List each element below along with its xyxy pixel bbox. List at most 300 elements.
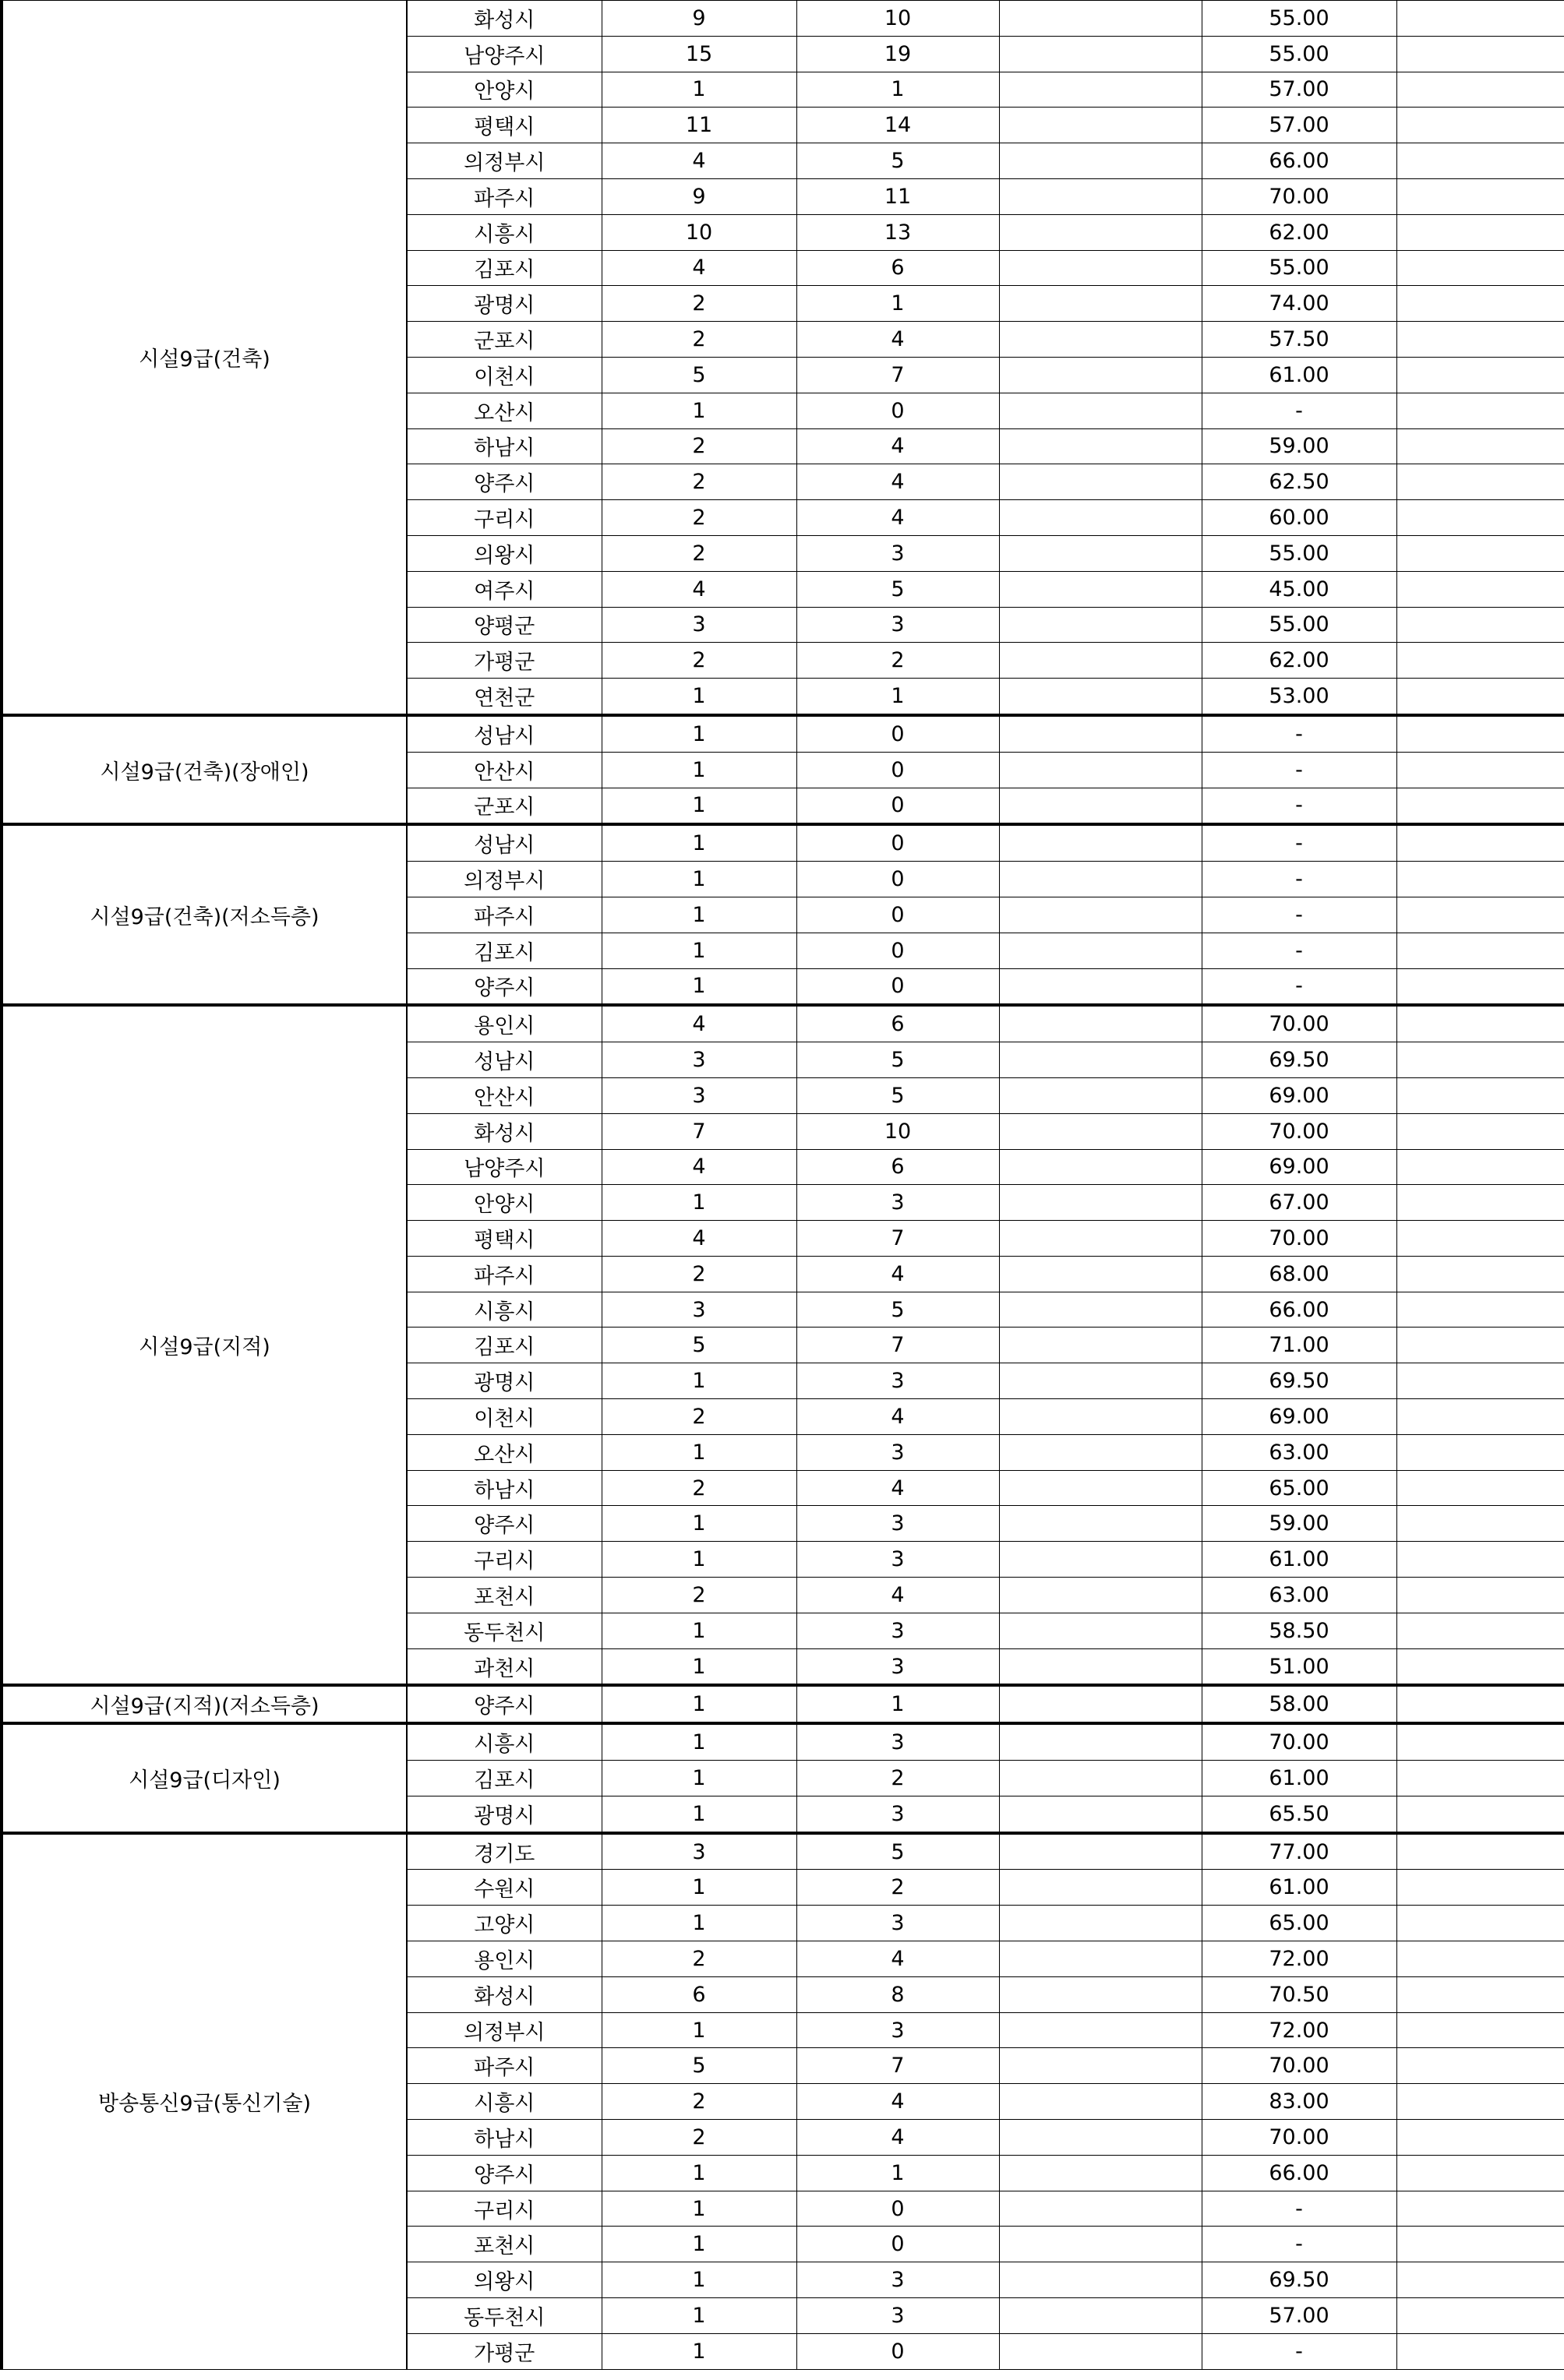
col-b-cell: 0 — [796, 715, 999, 752]
col-e-cell — [1396, 322, 1564, 358]
table-row — [2, 1685, 1564, 1723]
col-e-cell — [1396, 357, 1564, 393]
score-cell: 55.00 — [1202, 607, 1396, 643]
col-c-cell — [999, 1292, 1202, 1328]
col-a-cell: 2 — [602, 1941, 796, 1977]
score-cell: 57.50 — [1202, 322, 1396, 358]
score-cell: 63.00 — [1202, 1434, 1396, 1470]
col-a-cell: 2 — [602, 322, 796, 358]
col-b-cell: 3 — [796, 1363, 999, 1399]
score-cell: 58.50 — [1202, 1613, 1396, 1648]
col-c-cell — [999, 2262, 1202, 2298]
region-cell: 파주시 — [407, 178, 602, 214]
col-c-cell — [999, 1542, 1202, 1578]
col-c-cell — [999, 2298, 1202, 2334]
col-a-cell: 1 — [602, 862, 796, 897]
region-cell: 평택시 — [407, 1221, 602, 1257]
col-e-cell — [1396, 464, 1564, 500]
col-c-cell — [999, 250, 1202, 286]
score-cell: 66.00 — [1202, 2155, 1396, 2191]
region-cell: 과천시 — [407, 1648, 602, 1685]
col-a-cell: 2 — [602, 1256, 796, 1292]
region-cell: 양주시 — [407, 2155, 602, 2191]
score-cell: 69.00 — [1202, 1149, 1396, 1185]
col-e-cell — [1396, 643, 1564, 679]
col-a-cell: 1 — [602, 1761, 796, 1796]
score-cell: - — [1202, 393, 1396, 428]
score-cell: 65.00 — [1202, 1470, 1396, 1506]
region-cell: 구리시 — [407, 500, 602, 536]
col-c-cell — [999, 1648, 1202, 1685]
col-a-cell: 1 — [602, 72, 796, 108]
col-a-cell: 10 — [602, 214, 796, 250]
score-cell: 70.00 — [1202, 1723, 1396, 1760]
col-c-cell — [999, 1470, 1202, 1506]
table-row — [2, 824, 1564, 861]
score-cell: 45.00 — [1202, 571, 1396, 607]
region-cell: 하남시 — [407, 428, 602, 464]
region-cell: 성남시 — [407, 824, 602, 861]
col-b-cell: 3 — [796, 1185, 999, 1221]
col-e-cell — [1396, 1613, 1564, 1648]
col-e-cell — [1396, 2048, 1564, 2084]
col-e-cell — [1396, 1113, 1564, 1149]
col-b-cell: 4 — [796, 1256, 999, 1292]
score-cell: 70.00 — [1202, 2120, 1396, 2156]
score-cell: 69.50 — [1202, 1042, 1396, 1078]
region-cell: 군포시 — [407, 788, 602, 824]
col-a-cell: 1 — [602, 2155, 796, 2191]
category-cell: 시설9급(디자인) — [2, 1723, 407, 1832]
col-b-cell: 3 — [796, 1723, 999, 1760]
col-e-cell — [1396, 1363, 1564, 1399]
category-cell: 방송통신9급(통신기술) — [2, 1833, 407, 2369]
col-b-cell: 3 — [796, 1542, 999, 1578]
col-a-cell: 4 — [602, 1149, 796, 1185]
col-b-cell: 10 — [796, 1113, 999, 1149]
region-cell: 성남시 — [407, 715, 602, 752]
score-cell: 70.00 — [1202, 178, 1396, 214]
col-e-cell — [1396, 1870, 1564, 1906]
col-a-cell: 3 — [602, 607, 796, 643]
col-a-cell: 1 — [602, 2012, 796, 2048]
col-e-cell — [1396, 72, 1564, 108]
score-cell: 62.00 — [1202, 214, 1396, 250]
col-c-cell — [999, 1870, 1202, 1906]
score-cell: 57.00 — [1202, 72, 1396, 108]
col-b-cell: 4 — [796, 1470, 999, 1506]
score-cell: 69.00 — [1202, 1077, 1396, 1113]
region-cell: 수원시 — [407, 1870, 602, 1906]
score-cell: 60.00 — [1202, 500, 1396, 536]
col-e-cell — [1396, 1292, 1564, 1328]
score-cell: 61.00 — [1202, 1761, 1396, 1796]
col-b-cell: 7 — [796, 357, 999, 393]
col-c-cell — [999, 1256, 1202, 1292]
col-c-cell — [999, 643, 1202, 679]
col-a-cell: 7 — [602, 1113, 796, 1149]
col-a-cell: 1 — [602, 897, 796, 933]
col-b-cell: 0 — [796, 2191, 999, 2227]
col-c-cell — [999, 535, 1202, 571]
col-e-cell — [1396, 788, 1564, 824]
col-e-cell — [1396, 1685, 1564, 1723]
col-b-cell: 6 — [796, 1005, 999, 1042]
col-e-cell — [1396, 1185, 1564, 1221]
col-c-cell — [999, 2012, 1202, 2048]
col-e-cell — [1396, 1149, 1564, 1185]
col-b-cell: 3 — [796, 1648, 999, 1685]
score-cell: 70.00 — [1202, 1005, 1396, 1042]
region-cell: 화성시 — [407, 1976, 602, 2012]
col-c-cell — [999, 1149, 1202, 1185]
col-a-cell: 1 — [602, 715, 796, 752]
col-c-cell — [999, 2048, 1202, 2084]
region-cell: 오산시 — [407, 393, 602, 428]
col-e-cell — [1396, 250, 1564, 286]
score-cell: 55.00 — [1202, 36, 1396, 72]
score-cell: 72.00 — [1202, 1941, 1396, 1977]
col-b-cell: 3 — [796, 1613, 999, 1648]
col-a-cell: 1 — [602, 1796, 796, 1832]
col-a-cell: 3 — [602, 1077, 796, 1113]
col-c-cell — [999, 933, 1202, 968]
col-b-cell: 8 — [796, 1976, 999, 2012]
col-e-cell — [1396, 535, 1564, 571]
col-a-cell: 2 — [602, 2084, 796, 2120]
col-b-cell: 3 — [796, 1906, 999, 1941]
col-c-cell — [999, 1434, 1202, 1470]
score-cell: - — [1202, 824, 1396, 861]
col-c-cell — [999, 1761, 1202, 1796]
col-e-cell — [1396, 1506, 1564, 1542]
col-c-cell — [999, 788, 1202, 824]
region-cell: 경기도 — [407, 1833, 602, 1870]
col-e-cell — [1396, 1648, 1564, 1685]
col-c-cell — [999, 862, 1202, 897]
col-c-cell — [999, 824, 1202, 861]
col-c-cell — [999, 1077, 1202, 1113]
col-e-cell — [1396, 1796, 1564, 1832]
col-c-cell — [999, 1399, 1202, 1435]
col-e-cell — [1396, 1434, 1564, 1470]
col-a-cell: 5 — [602, 357, 796, 393]
col-a-cell: 1 — [602, 933, 796, 968]
score-cell: - — [1202, 788, 1396, 824]
col-b-cell: 13 — [796, 214, 999, 250]
col-a-cell: 4 — [602, 1005, 796, 1042]
col-e-cell — [1396, 679, 1564, 715]
col-b-cell: 0 — [796, 2333, 999, 2369]
region-cell: 김포시 — [407, 1328, 602, 1363]
region-cell: 연천군 — [407, 679, 602, 715]
col-b-cell: 3 — [796, 1506, 999, 1542]
col-e-cell — [1396, 500, 1564, 536]
region-cell: 용인시 — [407, 1941, 602, 1977]
region-cell: 동두천시 — [407, 2298, 602, 2334]
col-c-cell — [999, 2084, 1202, 2120]
col-c-cell — [999, 1723, 1202, 1760]
col-c-cell — [999, 2191, 1202, 2227]
score-cell: 72.00 — [1202, 2012, 1396, 2048]
col-b-cell: 4 — [796, 1941, 999, 1977]
col-b-cell: 11 — [796, 178, 999, 214]
col-a-cell: 2 — [602, 428, 796, 464]
col-a-cell: 1 — [602, 1613, 796, 1648]
col-e-cell — [1396, 2191, 1564, 2227]
score-cell: - — [1202, 715, 1396, 752]
col-e-cell — [1396, 143, 1564, 179]
score-cell: 62.50 — [1202, 464, 1396, 500]
score-cell: 69.50 — [1202, 1363, 1396, 1399]
region-cell: 광명시 — [407, 286, 602, 322]
col-c-cell — [999, 214, 1202, 250]
region-cell: 오산시 — [407, 1434, 602, 1470]
col-c-cell — [999, 1328, 1202, 1363]
col-a-cell: 1 — [602, 1648, 796, 1685]
col-e-cell — [1396, 1833, 1564, 1870]
col-a-cell: 1 — [602, 1363, 796, 1399]
region-cell: 평택시 — [407, 108, 602, 143]
score-cell: 59.00 — [1202, 1506, 1396, 1542]
col-a-cell: 2 — [602, 1470, 796, 1506]
region-cell: 화성시 — [407, 1113, 602, 1149]
col-b-cell: 1 — [796, 679, 999, 715]
score-cell: 55.00 — [1202, 250, 1396, 286]
category-cell: 시설9급(건축) — [2, 1, 407, 715]
col-a-cell: 6 — [602, 1976, 796, 2012]
col-a-cell: 1 — [602, 2298, 796, 2334]
region-cell: 화성시 — [407, 1, 602, 37]
col-e-cell — [1396, 752, 1564, 788]
col-e-cell — [1396, 2262, 1564, 2298]
col-a-cell: 4 — [602, 571, 796, 607]
col-c-cell — [999, 897, 1202, 933]
col-e-cell — [1396, 2298, 1564, 2334]
score-cell: 70.00 — [1202, 1113, 1396, 1149]
score-cell: 83.00 — [1202, 2084, 1396, 2120]
score-cell: 70.50 — [1202, 1976, 1396, 2012]
col-a-cell: 2 — [602, 464, 796, 500]
col-e-cell — [1396, 1906, 1564, 1941]
col-a-cell: 1 — [602, 1685, 796, 1723]
col-a-cell: 1 — [602, 1870, 796, 1906]
score-cell: - — [1202, 862, 1396, 897]
score-cell: 70.00 — [1202, 1221, 1396, 1257]
col-e-cell — [1396, 607, 1564, 643]
category-cell: 시설9급(건축)(저소득층) — [2, 824, 407, 1005]
col-c-cell — [999, 322, 1202, 358]
col-b-cell: 3 — [796, 2262, 999, 2298]
col-c-cell — [999, 1976, 1202, 2012]
col-e-cell — [1396, 36, 1564, 72]
col-a-cell: 4 — [602, 143, 796, 179]
col-b-cell: 3 — [796, 1796, 999, 1832]
col-c-cell — [999, 143, 1202, 179]
region-cell: 의정부시 — [407, 2012, 602, 2048]
col-c-cell — [999, 1042, 1202, 1078]
col-a-cell: 9 — [602, 1, 796, 37]
col-e-cell — [1396, 214, 1564, 250]
col-c-cell — [999, 679, 1202, 715]
col-b-cell: 1 — [796, 1685, 999, 1723]
col-b-cell: 7 — [796, 1221, 999, 1257]
region-cell: 하남시 — [407, 1470, 602, 1506]
col-e-cell — [1396, 286, 1564, 322]
col-c-cell — [999, 36, 1202, 72]
col-a-cell: 3 — [602, 1042, 796, 1078]
col-e-cell — [1396, 897, 1564, 933]
col-e-cell — [1396, 393, 1564, 428]
col-c-cell — [999, 571, 1202, 607]
region-cell: 의정부시 — [407, 862, 602, 897]
col-a-cell: 1 — [602, 1506, 796, 1542]
col-b-cell: 0 — [796, 933, 999, 968]
col-c-cell — [999, 1113, 1202, 1149]
col-a-cell: 1 — [602, 824, 796, 861]
col-a-cell: 4 — [602, 1221, 796, 1257]
col-e-cell — [1396, 1005, 1564, 1042]
table-row — [2, 1, 1564, 37]
col-e-cell — [1396, 2227, 1564, 2262]
col-b-cell: 0 — [796, 393, 999, 428]
col-e-cell — [1396, 1470, 1564, 1506]
region-cell: 김포시 — [407, 250, 602, 286]
col-e-cell — [1396, 1761, 1564, 1796]
col-c-cell — [999, 1685, 1202, 1723]
col-c-cell — [999, 464, 1202, 500]
col-b-cell: 3 — [796, 607, 999, 643]
region-cell: 양주시 — [407, 1506, 602, 1542]
score-cell: 57.00 — [1202, 2298, 1396, 2334]
table-row — [2, 1005, 1564, 1042]
col-a-cell: 11 — [602, 108, 796, 143]
col-a-cell: 3 — [602, 1292, 796, 1328]
region-cell: 여주시 — [407, 571, 602, 607]
col-b-cell: 5 — [796, 1077, 999, 1113]
score-cell: 57.00 — [1202, 108, 1396, 143]
col-b-cell: 1 — [796, 72, 999, 108]
region-cell: 이천시 — [407, 357, 602, 393]
col-e-cell — [1396, 2084, 1564, 2120]
region-cell: 의왕시 — [407, 2262, 602, 2298]
col-e-cell — [1396, 2012, 1564, 2048]
col-e-cell — [1396, 1077, 1564, 1113]
region-cell: 안양시 — [407, 1185, 602, 1221]
col-e-cell — [1396, 178, 1564, 214]
col-e-cell — [1396, 1723, 1564, 1760]
region-cell: 시흥시 — [407, 1292, 602, 1328]
score-cell: 51.00 — [1202, 1648, 1396, 1685]
region-cell: 양주시 — [407, 1685, 602, 1723]
region-cell: 고양시 — [407, 1906, 602, 1941]
score-cell: 67.00 — [1202, 1185, 1396, 1221]
col-a-cell: 4 — [602, 250, 796, 286]
region-cell: 남양주시 — [407, 36, 602, 72]
score-cell: 66.00 — [1202, 143, 1396, 179]
region-cell: 광명시 — [407, 1363, 602, 1399]
col-b-cell: 3 — [796, 2012, 999, 2048]
col-e-cell — [1396, 824, 1564, 861]
region-cell: 의왕시 — [407, 535, 602, 571]
col-b-cell: 5 — [796, 1042, 999, 1078]
col-b-cell: 4 — [796, 500, 999, 536]
region-cell: 포천시 — [407, 1578, 602, 1613]
col-a-cell: 2 — [602, 500, 796, 536]
col-e-cell — [1396, 428, 1564, 464]
col-b-cell: 4 — [796, 1399, 999, 1435]
category-cell: 시설9급(지적)(저소득층) — [2, 1685, 407, 1723]
score-cell: 69.00 — [1202, 1399, 1396, 1435]
col-b-cell: 4 — [796, 428, 999, 464]
score-cell: 58.00 — [1202, 1685, 1396, 1723]
col-b-cell: 10 — [796, 1, 999, 37]
col-c-cell — [999, 1005, 1202, 1042]
col-b-cell: 3 — [796, 2298, 999, 2334]
region-cell: 김포시 — [407, 1761, 602, 1796]
col-c-cell — [999, 1185, 1202, 1221]
score-cell: 61.00 — [1202, 1542, 1396, 1578]
region-cell: 안산시 — [407, 1077, 602, 1113]
col-c-cell — [999, 1833, 1202, 1870]
col-c-cell — [999, 607, 1202, 643]
col-e-cell — [1396, 1, 1564, 37]
col-b-cell: 0 — [796, 862, 999, 897]
col-b-cell: 5 — [796, 1292, 999, 1328]
region-cell: 광명시 — [407, 1796, 602, 1832]
score-cell: - — [1202, 968, 1396, 1005]
col-a-cell: 5 — [602, 2048, 796, 2084]
col-b-cell: 14 — [796, 108, 999, 143]
col-c-cell — [999, 286, 1202, 322]
col-a-cell: 2 — [602, 643, 796, 679]
col-c-cell — [999, 393, 1202, 428]
region-cell: 구리시 — [407, 1542, 602, 1578]
col-c-cell — [999, 1506, 1202, 1542]
score-cell: - — [1202, 897, 1396, 933]
col-e-cell — [1396, 2333, 1564, 2369]
col-c-cell — [999, 1613, 1202, 1648]
col-a-cell: 1 — [602, 2333, 796, 2369]
score-cell: 70.00 — [1202, 2048, 1396, 2084]
col-c-cell — [999, 357, 1202, 393]
col-a-cell: 1 — [602, 679, 796, 715]
col-e-cell — [1396, 571, 1564, 607]
col-e-cell — [1396, 933, 1564, 968]
col-b-cell: 1 — [796, 2155, 999, 2191]
col-c-cell — [999, 178, 1202, 214]
col-a-cell: 2 — [602, 535, 796, 571]
region-cell: 군포시 — [407, 322, 602, 358]
col-b-cell: 0 — [796, 788, 999, 824]
score-cell: 63.00 — [1202, 1578, 1396, 1613]
region-cell: 구리시 — [407, 2191, 602, 2227]
region-cell: 파주시 — [407, 1256, 602, 1292]
col-b-cell: 7 — [796, 1328, 999, 1363]
region-cell: 안산시 — [407, 752, 602, 788]
col-a-cell: 1 — [602, 2191, 796, 2227]
region-cell: 하남시 — [407, 2120, 602, 2156]
col-a-cell: 9 — [602, 178, 796, 214]
col-c-cell — [999, 752, 1202, 788]
region-cell: 이천시 — [407, 1399, 602, 1435]
region-cell: 시흥시 — [407, 1723, 602, 1760]
col-b-cell: 4 — [796, 1578, 999, 1613]
col-b-cell: 5 — [796, 143, 999, 179]
col-a-cell: 1 — [602, 752, 796, 788]
col-b-cell: 4 — [796, 322, 999, 358]
col-b-cell: 3 — [796, 535, 999, 571]
